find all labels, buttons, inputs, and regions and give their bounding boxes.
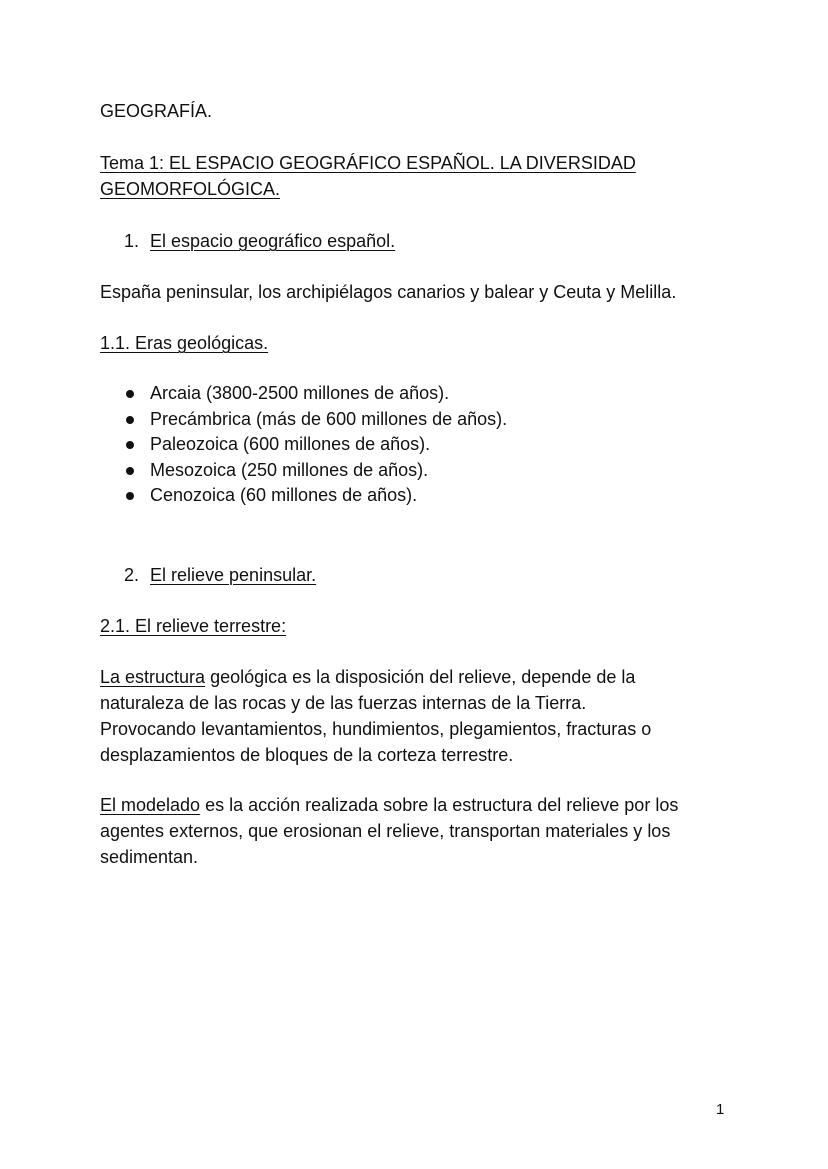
section-1-title: El espacio geográfico español. [150, 231, 396, 251]
bullet-icon [126, 467, 134, 475]
section-2-number: 2. [124, 565, 140, 585]
term-modelado: El modelado [100, 795, 201, 815]
era-text: Paleozoica (600 millones de años). [150, 434, 431, 454]
paragraph-line: naturaleza de las rocas y de las fuerzas internas de la Tierra. [100, 693, 587, 713]
era-text: Arcaia (3800-2500 millones de años). [150, 383, 450, 403]
section-1-heading [124, 228, 395, 254]
era-text: Precámbrica (más de 600 millones de años). [150, 408, 508, 429]
document-title: GEOGRAFÍA. [100, 101, 213, 121]
term-estructura: La estructura [100, 667, 206, 687]
bullet-icon [126, 416, 134, 424]
paragraph-line: geológica es la disposición del relieve, depende de la [205, 667, 636, 687]
topic-heading-line1: Tema 1: EL ESPACIO GEOGRÁFICO ESPAÑOL. LA DIVERSIDAD [100, 153, 636, 173]
topic-heading-line2: GEOMORFOLÓGICA. [100, 179, 281, 199]
bullet-icon [126, 492, 134, 500]
subsection-1-1-heading [100, 330, 740, 356]
paragraph-line: Provocando levantamientos, hundimientos, plegamientos, fracturas o [100, 719, 652, 739]
paragraph-modelado [100, 792, 740, 870]
subsection-2-1-title: 2.1. El relieve terrestre: [100, 616, 287, 636]
section-1-number: 1. [124, 231, 140, 251]
page-number: 1 [716, 1101, 725, 1118]
era-text: Cenozoica (60 millones de años). [150, 485, 418, 505]
subsection-1-1-title: 1.1. Eras geológicas. [100, 333, 269, 353]
section-2-title: El relieve peninsular. [150, 565, 317, 585]
paragraph-line: agentes externos, que erosionan el relieve, transportan materiales y los [100, 821, 671, 841]
subsection-2-1-heading [100, 613, 740, 639]
section-1-paragraph: España peninsular, los archipiélagos canarios y balear y Ceuta y Melilla. [100, 282, 677, 302]
bullet-icon [126, 441, 134, 449]
topic-heading [100, 150, 740, 202]
eras-list [124, 381, 507, 509]
paragraph-line: es la acción realizada sobre la estructura del relieve por los [200, 795, 679, 815]
bullet-icon [126, 390, 134, 398]
paragraph-line: sedimentan. [100, 847, 199, 867]
era-text: Mesozoica (250 millones de años). [150, 459, 429, 480]
list-item [124, 432, 507, 458]
list-item [124, 483, 507, 509]
paragraph-line: desplazamientos de bloques de la corteza terrestre. [100, 745, 514, 765]
list-item [124, 381, 507, 407]
list-item [124, 407, 507, 433]
list-item [124, 458, 507, 484]
section-2-heading [124, 562, 316, 588]
paragraph-estructura [100, 664, 740, 768]
